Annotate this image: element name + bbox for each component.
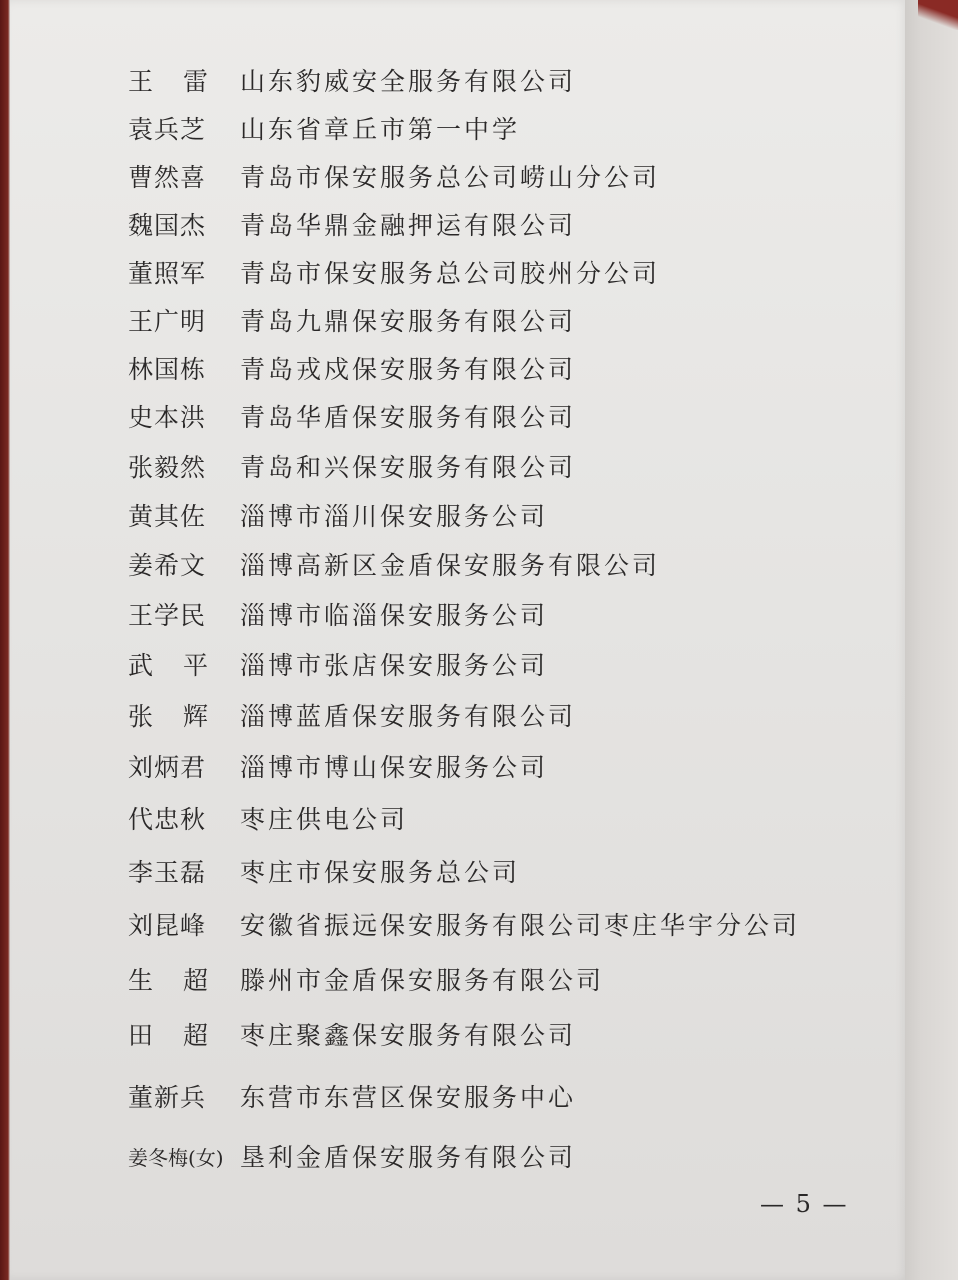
person-name: 史本洪: [128, 403, 207, 432]
organization-name: 青岛华盾保安服务有限公司: [240, 403, 577, 432]
list-item: [0, 546, 900, 586]
list-item: [0, 1138, 900, 1178]
list-item: [0, 398, 900, 438]
organization-name: 枣庄市保安服务总公司: [240, 858, 521, 887]
list-item: [0, 697, 900, 737]
list-item: [0, 906, 900, 946]
person-name: 刘昆峰: [128, 911, 207, 940]
organization-name: 淄博市临淄保安服务公司: [240, 601, 549, 630]
organization-name: 淄博高新区金盾保安服务有限公司: [240, 551, 661, 580]
organization-name: 淄博市张店保安服务公司: [240, 651, 549, 680]
person-name: 董照军: [128, 259, 207, 288]
person-name: 魏国杰: [128, 211, 207, 240]
organization-name: 枣庄聚鑫保安服务有限公司: [240, 1021, 577, 1050]
organization-name: 滕州市金盾保安服务有限公司: [240, 966, 605, 995]
person-name: 李玉磊: [128, 858, 207, 887]
person-name: 袁兵芝: [128, 115, 207, 144]
organization-name: 青岛戎戍保安服务有限公司: [240, 355, 577, 384]
list-item: [0, 254, 900, 294]
list-item: [0, 158, 900, 198]
person-name: 王雷: [128, 67, 239, 96]
person-name: 曹然喜: [128, 163, 207, 192]
person-name: 生超: [128, 966, 239, 995]
person-name: 田超: [128, 1021, 239, 1050]
organization-name: 安徽省振远保安服务有限公司枣庄华宇分公司: [240, 911, 801, 940]
list-item: [0, 448, 900, 488]
list-item: [0, 800, 900, 840]
organization-name: 淄博市淄川保安服务公司: [240, 502, 549, 531]
person-name: 董新兵: [128, 1083, 207, 1112]
person-name: 代忠秋: [128, 805, 207, 834]
list-item: [0, 853, 900, 893]
list-item: [0, 497, 900, 537]
list-item: [0, 110, 900, 150]
list-item: [0, 961, 900, 1001]
list-item: [0, 62, 900, 102]
list-item: [0, 748, 900, 788]
organization-name: 垦利金盾保安服务有限公司: [240, 1143, 577, 1172]
person-name: 张毅然: [128, 453, 207, 482]
organization-name: 青岛和兴保安服务有限公司: [240, 453, 577, 482]
page-number: — 5 —: [760, 1190, 849, 1218]
list-item: [0, 206, 900, 246]
person-name: 姜冬梅(女): [128, 1146, 224, 1170]
person-name: 武平: [128, 651, 239, 680]
organization-name: 青岛华鼎金融押运有限公司: [240, 211, 577, 240]
organization-name: 淄博市博山保安服务公司: [240, 753, 549, 782]
organization-name: 青岛九鼎保安服务有限公司: [240, 307, 577, 336]
organization-name: 山东豹威安全服务有限公司: [240, 67, 577, 96]
organization-name: 山东省章丘市第一中学: [240, 115, 521, 144]
list-item: [0, 1016, 900, 1056]
person-name: 王广明: [128, 307, 207, 336]
person-name: 刘炳君: [128, 753, 207, 782]
person-name: 姜希文: [128, 551, 207, 580]
list-item: [0, 1078, 900, 1118]
list-item: [0, 646, 900, 686]
list-item: [0, 302, 900, 342]
person-name: 林国栋: [128, 355, 207, 384]
list-item: [0, 350, 900, 390]
list-item: [0, 596, 900, 636]
person-name: 张辉: [128, 702, 239, 731]
organization-name: 青岛市保安服务总公司胶州分公司: [240, 259, 661, 288]
organization-name: 青岛市保安服务总公司崂山分公司: [240, 163, 661, 192]
person-name: 王学民: [128, 601, 207, 630]
organization-name: 枣庄供电公司: [240, 805, 409, 834]
person-name: 黄其佐: [128, 502, 207, 531]
organization-name: 淄博蓝盾保安服务有限公司: [240, 702, 577, 731]
organization-name: 东营市东营区保安服务中心: [240, 1083, 577, 1112]
